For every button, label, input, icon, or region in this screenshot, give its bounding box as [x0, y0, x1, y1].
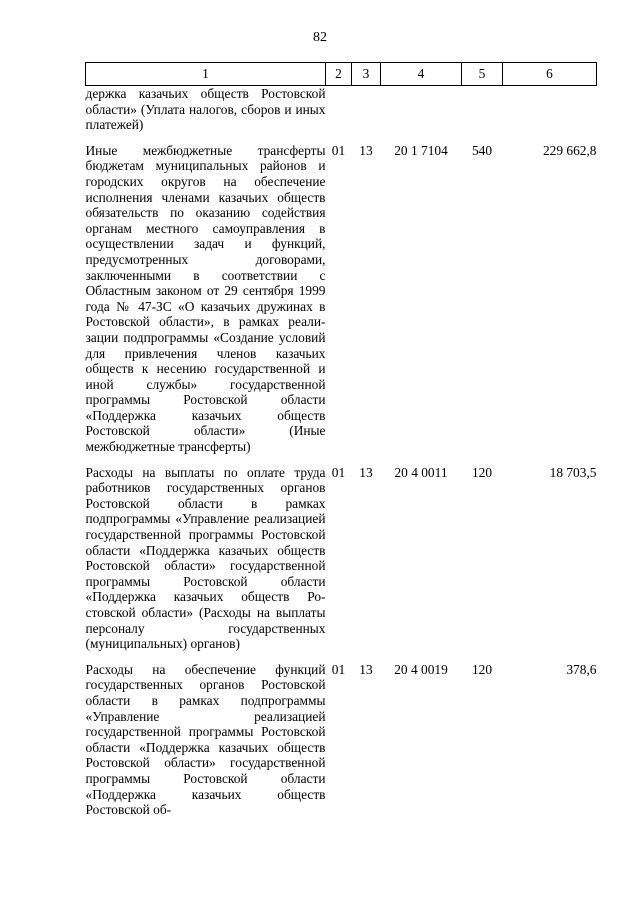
- column-header-3: 3: [352, 63, 381, 86]
- row-spacer: [86, 652, 597, 662]
- column-header-5: 5: [462, 63, 503, 86]
- row-description: Расходы на выплаты по оплате труда работников государственных органов Ростовской области в рамках подпрограммы «Управление реализацией государственной программы Ростовской области «Поддержка казачьих обществ Ростовской области» государственной программы Ростовской области «Поддержка казачьих обществ Ростовской области» (Расходы на выплаты персоналу государственных (муниципальных) органов): [85, 464, 326, 652]
- table-row: [86, 143, 597, 455]
- table-row: [86, 662, 597, 818]
- row-amount: [503, 86, 597, 133]
- row-section: [326, 86, 352, 133]
- row-subsection: 13: [359, 464, 373, 480]
- row-spacer: [86, 133, 597, 143]
- table-row: [86, 86, 597, 133]
- row-section: 01: [331, 464, 346, 480]
- table-header-row: [86, 63, 597, 86]
- row-expense-type: [462, 86, 503, 133]
- budget-table: [85, 62, 597, 818]
- row-description: Иные межбюджетные трансферты бюджетам муниципальных районов и городских округов на обеспечение исполнения членами казачьих обществ обязательств по оказанию содействия органам местного самоуправления в осуществлении задач и функций, предусмотренных договорами, заключенными в соответствии с Областным законом от 29 сентября 1999 года № 47-ЗС «О казачьих дружинах в Ростовской области», в рамках реализации подпрограммы «Создание условий для привлечения членов казачьих обществ к несению государственной и иной службы» государственной программы Ростовской области «Поддержка казачьих обществ Ростовской области» (Иные межбюджетные трансферты): [85, 142, 326, 455]
- row-target-article: 20 4 0011: [394, 464, 448, 480]
- column-header-1: 1: [86, 63, 326, 86]
- page-number: 82: [313, 30, 327, 45]
- column-header-2: 2: [326, 63, 352, 86]
- table-row: [86, 465, 597, 652]
- row-description: Расходы на обеспечение функций государственных органов Ростовской области в рамках подпрограммы «Управление реализацией государственной программы Ростовской области «Поддержка казачьих обществ Ростовской области» государственной программы Ростовской области «Поддержка казачьих обществ Ростовской об-: [85, 661, 326, 818]
- row-expense-type: 540: [471, 142, 493, 158]
- row-subsection: [352, 86, 381, 133]
- row-spacer: [86, 455, 597, 465]
- row-target-article: 20 1 7104: [394, 142, 448, 158]
- row-target-article: [381, 86, 462, 133]
- row-amount: 229 662,8: [542, 142, 597, 158]
- row-section: 01: [331, 661, 346, 677]
- row-description: держка казачьих обществ Ростовской области» (Уплата налогов, сборов и иных платежей): [85, 86, 326, 133]
- column-header-4: 4: [381, 63, 462, 86]
- row-expense-type: 120: [471, 661, 493, 677]
- row-expense-type: 120: [471, 464, 493, 480]
- row-subsection: 13: [359, 661, 373, 677]
- row-amount: 18 703,5: [549, 464, 597, 480]
- column-header-6: 6: [503, 63, 597, 86]
- row-subsection: 13: [359, 142, 373, 158]
- row-target-article: 20 4 0019: [394, 661, 448, 677]
- row-section: 01: [331, 142, 346, 158]
- row-amount: 378,6: [566, 661, 597, 677]
